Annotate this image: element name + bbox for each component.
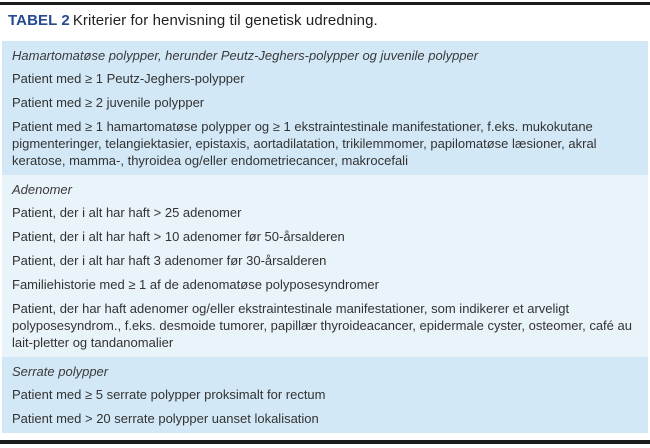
section-adenomer: [2, 175, 648, 357]
section-hamartomatose: [2, 41, 648, 175]
criterion-row: Patient, der i alt har haft > 10 adenomer før 50-årsalderen: [12, 229, 345, 244]
section-header: Adenomer: [12, 182, 72, 197]
criteria-table: [2, 41, 648, 433]
table-caption: Kriterier for henvisning til genetisk udredning.: [72, 12, 378, 29]
criterion-row: Patient med ≥ 1 hamartomatøse polypper og ≥ 1 ekstraintestinale manifestationer, f.eks. mukokutane pigmenteringer, telangiektasier, epistaxis, aortadilatation, trikilemmomer, papilomatøse læsioner, akral keratose, mamma-, thyroidea og/eller endometriecancer, makrocefali: [12, 119, 597, 168]
table-title: [0, 0, 650, 41]
criterion-row: Patient med ≥ 1 Peutz-Jeghers-polypper: [12, 71, 245, 86]
top-rule: [0, 2, 650, 5]
criterion-row: Patient med ≥ 2 juvenile polypper: [12, 95, 205, 110]
criterion-row: Patient, der i alt har haft 3 adenomer før 30-årsalderen: [12, 253, 327, 268]
criterion-row: Patient, der i alt har haft > 25 adenomer: [12, 205, 242, 220]
criterion-row: Familiehistorie med ≥ 1 af de adenomatøse polyposesyndromer: [12, 277, 379, 292]
section-serrate: [2, 357, 648, 433]
criterion-row: Patient med ≥ 5 serrate polypper proksimalt for rectum: [12, 387, 326, 402]
bottom-rule: [0, 440, 650, 444]
section-header: Serrate polypper: [12, 364, 109, 379]
criterion-row: Patient, der har haft adenomer og/eller ekstraintestinale manifestationer, som indikerer et arveligt polyposesyndrom., f.eks. desmoide tumorer, papillær thyroideacancer, epidermale cyster, osteomer, café au lait-pletter og tandanomalier: [12, 301, 632, 350]
section-header: Hamartomatøse polypper, herunder Peutz-Jeghers-polypper og juvenile polypper: [12, 48, 479, 63]
table-label: TABEL 2: [8, 12, 70, 29]
criterion-row: Patient med > 20 serrate polypper uanset lokalisation: [12, 411, 319, 426]
